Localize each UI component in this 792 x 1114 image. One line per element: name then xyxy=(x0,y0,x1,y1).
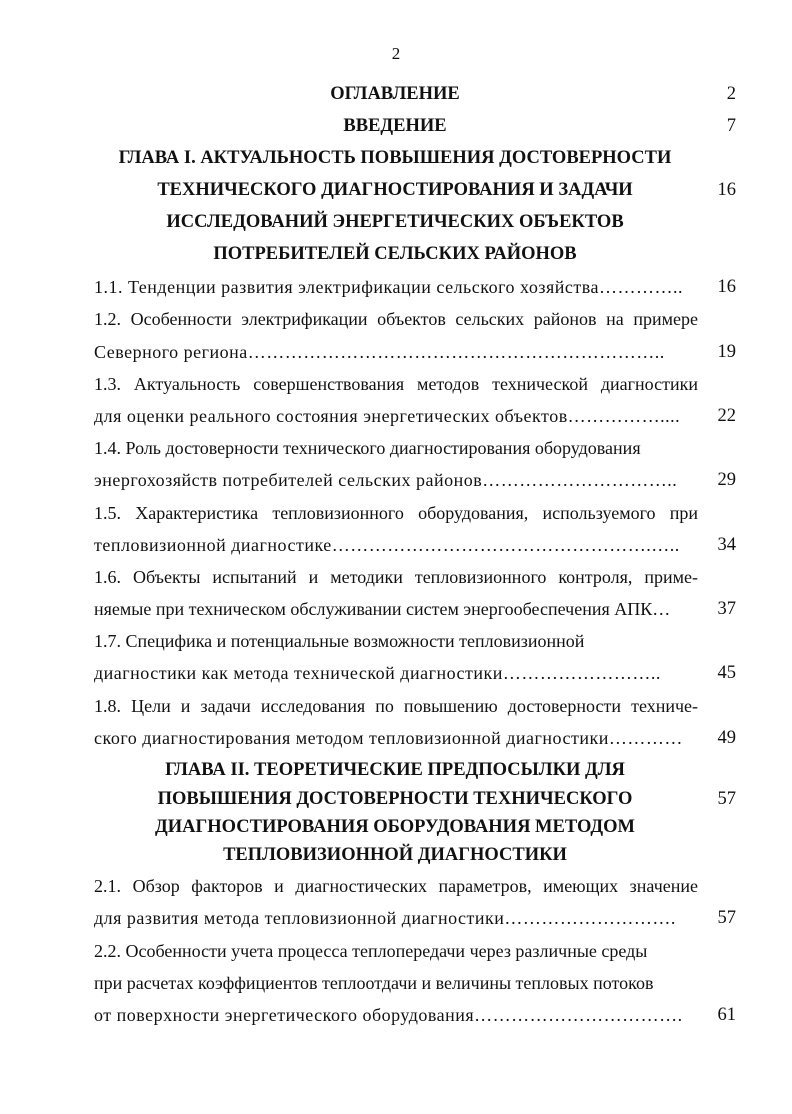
toc-entry-1-1-page: 16 xyxy=(717,277,736,297)
toc-entry-1-8-line1: 1.8. Цели и задачи исследования по повышению достоверности техниче- xyxy=(94,696,698,716)
toc-entry-1-3-page: 22 xyxy=(717,406,736,426)
toc-entry-1-5-line2: тепловизионной диагностике…………………………………………….….. xyxy=(94,535,680,555)
intro-page: 7 xyxy=(726,116,736,136)
toc-entry-2-2-line3: от поверхности энергетического оборудования……………………………. xyxy=(94,1005,683,1025)
toc-entry-1-3-line1: 1.3. Актуальность совершенствования методов технической диагностики xyxy=(94,374,698,394)
toc-entry-1-7-line2: диагностики как метода технической диагностики…………………….. xyxy=(94,663,661,683)
page-number: 2 xyxy=(391,44,401,63)
chapter-2-line: ГЛАВА II. ТЕОРЕТИЧЕСКИЕ ПРЕДПОСЫЛКИ ДЛЯ xyxy=(165,760,625,780)
toc-entry-1-5-page: 34 xyxy=(717,535,736,555)
toc-entry-2-1-page: 57 xyxy=(717,908,736,928)
toc-entry-1-7-page: 45 xyxy=(717,663,736,683)
toc-entry-2-2-line2: при расчетах коэффициентов теплоотдачи и величины тепловых потоков xyxy=(94,973,654,993)
toc-entry-2-1-line2: для развития метода тепловизионной диагностики………………………. xyxy=(94,908,676,928)
toc-entry-1-4-page: 29 xyxy=(717,470,736,490)
toc-entry-1-2-line2: Северного региона………………………………………………………….. xyxy=(94,342,665,362)
chapter-2-line: ПОВЫШЕНИЯ ДОСТОВЕРНОСТИ ТЕХНИЧЕСКОГО xyxy=(157,789,633,809)
toc-entry-1-6-page: 37 xyxy=(717,599,736,619)
toc-entry-1-7-line1: 1.7. Специфика и потенциальные возможности тепловизионной xyxy=(94,631,585,651)
toc-entry-1-4-line2: энергохозяйств потребителей сельских районов………………………….. xyxy=(94,470,678,490)
toc-entry-1-5-line1: 1.5. Характеристика тепловизионного оборудования, используемого при xyxy=(94,503,698,523)
toc-entry-1-6-line1: 1.6. Объекты испытаний и методики тепловизионного контроля, приме- xyxy=(94,567,698,587)
toc-entry-1-8-page: 49 xyxy=(717,728,736,748)
toc-title: ОГЛАВЛЕНИЕ xyxy=(330,84,460,104)
toc-entry-1-2-line1: 1.2. Особенности электрификации объектов сельских районов на примере xyxy=(94,309,698,329)
toc-entry-2-2-page: 61 xyxy=(717,1005,736,1025)
chapter-2-page: 57 xyxy=(717,789,736,809)
chapter-1-line: ПОТРЕБИТЕЛЕЙ СЕЛЬСКИХ РАЙОНОВ xyxy=(213,244,577,264)
chapter-1-line: ТЕХНИЧЕСКОГО ДИАГНОСТИРОВАНИЯ И ЗАДАЧИ xyxy=(157,180,633,200)
toc-entry-1-2-page: 19 xyxy=(717,342,736,362)
toc-entry-1-3-line2: для оценки реального состояния энергетических объектов…………….... xyxy=(94,406,681,426)
toc-entry-2-2-line1: 2.2. Особенности учета процесса теплопередачи через различные среды xyxy=(94,941,648,961)
toc-entry-1-1: 1.1. Тенденции развития электрификации сельского хозяйства………….. xyxy=(94,277,683,297)
chapter-1-page: 16 xyxy=(717,180,736,200)
chapter-2-line: ТЕПЛОВИЗИОННОЙ ДИАГНОСТИКИ xyxy=(223,845,567,865)
toc-title-page: 2 xyxy=(726,84,736,104)
toc-entry-2-1-line1: 2.1. Обзор факторов и диагностических параметров, имеющих значение xyxy=(94,876,698,896)
intro-heading: ВВЕДЕНИЕ xyxy=(343,116,447,136)
chapter-1-line: ГЛАВА I. АКТУАЛЬНОСТЬ ПОВЫШЕНИЯ ДОСТОВЕРНОСТИ xyxy=(118,148,672,168)
chapter-2-line: ДИАГНОСТИРОВАНИЯ ОБОРУДОВАНИЯ МЕТОДОМ xyxy=(154,817,635,837)
toc-entry-1-6-line2: няемые при техническом обслуживании систем энергообеспечения АПК… xyxy=(94,599,671,619)
toc-entry-1-4-line1: 1.4. Роль достоверности технического диагностирования оборудования xyxy=(94,438,641,458)
chapter-1-line: ИССЛЕДОВАНИЙ ЭНЕРГЕТИЧЕСКИХ ОБЪЕКТОВ xyxy=(166,212,624,232)
toc-entry-1-8-line2: ского диагностирования методом тепловизионной диагностики………… xyxy=(94,728,683,748)
